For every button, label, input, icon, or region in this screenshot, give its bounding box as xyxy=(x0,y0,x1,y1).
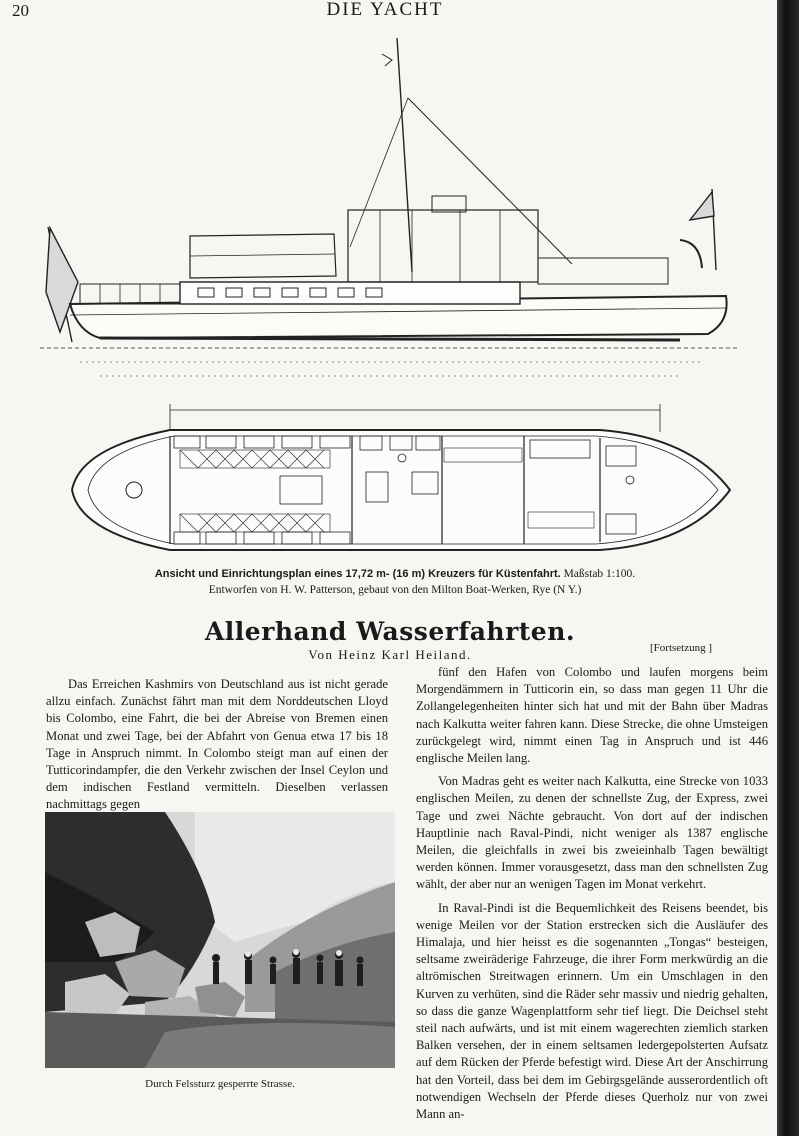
stay-aft xyxy=(350,98,408,247)
running-title: DIE YACHT xyxy=(326,0,444,20)
paragraph: Das Erreichen Kashmirs von Deutschland aus ist nicht gerade allzu einfach. Zunächst fährt man mit dem Norddeutschen Lloyd bis Colombo, eine Fahrt, die bei der Abreise von Bremen einen Monat und zwei Tage, bei der Abfahrt von Genua etwa 17 bis 18 Tage in Anspruch nimmt. In Colombo steigt man auf einen der Tutticorindampfer, die den Verkehr zwischen der Insel Ceylon und dem indischen Festland vermitteln. Dieselben verlassen nachmittags gegen xyxy=(46,677,388,812)
article-column-right xyxy=(416,664,768,1123)
drawing-caption-credit: Entworfen von H. W. Patterson, gebaut von den Milton Boat-Werken, Rye (N Y.) xyxy=(208,584,582,596)
paragraph: In Raval-Pindi ist die Bequemlichkeit des Reisens beendet, bis wenige Meilen vor der Station erstrecken sich die Ausläufer des Himalaja, und hier heisst es die sogenannten „Tongas“ besteigen, seltsame zweiräderige Fahrzeuge, die ihrer Form merkwürdig an die altrömischen Streitwagen erinnern. Um ein Umschlagen in den Kurven zu verhüten, sind die Räder sehr massiv und niedrig gehalten, so dass die ganze Wagenplattform sehr tief liegt. Die Deichsel steht steil nach aufwärts, und ist mit einem wagerechten ziemlich starken Balken versehen, der in einem seltsamen ledergepolsterten Aufsatz auf dem Rücken der Pferde befestigt wird. Diese Art der Anschirrung hat den Vorteil, dass bei dem im Gebirgsgelände ausserordentlich oft notwendigen Wechseln der Pferde dieses Querholz nur von zwei Mann an- xyxy=(416,900,768,1122)
scan-edge xyxy=(777,0,799,1136)
deckhouse xyxy=(180,282,520,304)
drawing-caption-title: Ansicht und Einrichtungsplan eines 17,72 m- (16 m) Kreuzers für Küstenfahrt. xyxy=(154,568,561,580)
paragraph: fünf den Hafen von Colombo und laufen morgens beim Morgendämmern in Tutticorin ein, so dass man gegen 11 Uhr die Zollangelegenheiten hinter sich hat und mit der Bahn über Madras nach Kalkutta weiter fahren kann. Diese Strecke, die ohne Umsteigen zurückgelegt wird, nimmt einen Tag in Anspruch und ist 446 englische Meilen lang. xyxy=(416,665,768,766)
photo-caption: Durch Felssturz gesperrte Strasse. xyxy=(145,1078,295,1090)
flag-aft xyxy=(46,228,78,332)
flag-forward xyxy=(690,192,714,220)
drawing-caption xyxy=(40,566,750,598)
mast xyxy=(397,38,412,272)
page-number: 20 xyxy=(12,1,29,20)
continued-note: [Fortsetzung ] xyxy=(650,642,713,654)
deck-plan-hull xyxy=(72,430,730,550)
stay-forward xyxy=(408,98,572,264)
drawing-caption-scale: Maßstab 1:100. xyxy=(563,568,636,580)
rockfall-photo xyxy=(45,812,395,1068)
article-byline: Von Heinz Karl Heiland. xyxy=(308,647,472,662)
bridge-house xyxy=(348,210,538,282)
paragraph: Von Madras geht es weiter nach Kalkutta, eine Strecke von 1033 englischen Meilen, zu denen der schnellste Zug, der Express, zwei Tage und zwei Nächte gebraucht. Von dort auf der indischen Hauptlinie nach Raval-Pindi, nicht weniger als 1387 englische Meilen, die gleichfalls in zwei bis zweieinhalb Tagen bewältigt werden können. Immer vorausgesetzt, dass man den schnellsten Zug wählt, der aber nur an wenigen Tagen im Monat verkehrt. xyxy=(416,774,768,892)
article-title: Allerhand Wasserfahrten. xyxy=(204,617,576,646)
article-column-left xyxy=(46,676,388,814)
yacht-drawing xyxy=(40,32,740,572)
